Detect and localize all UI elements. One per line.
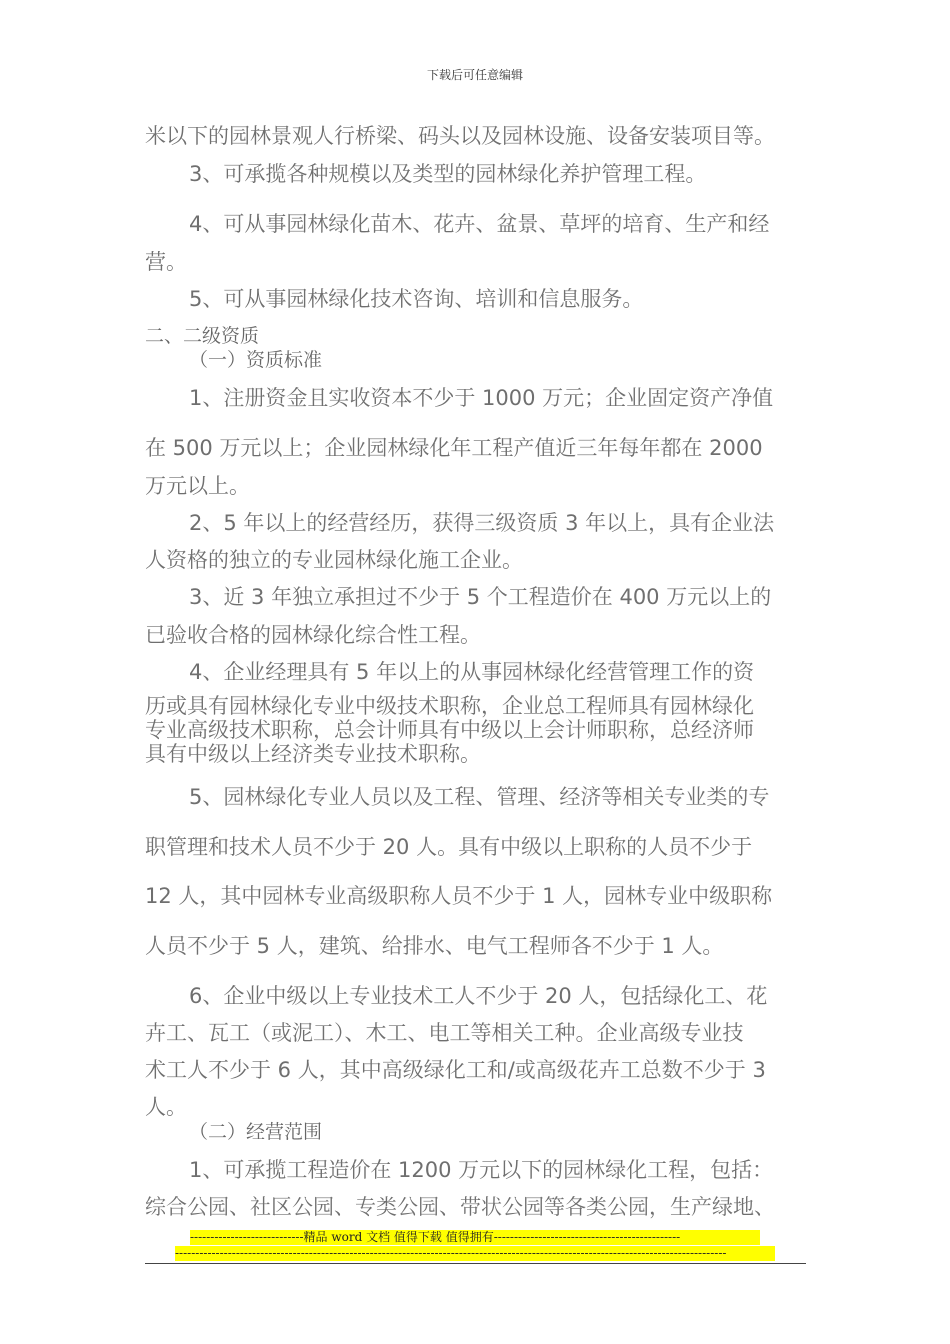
body-line: 专业高级技术职称，总会计师具有中级以上会计师职称，总经济师 [145, 718, 754, 742]
body-line: 术工人不少于 6 人，其中高级绿化工和/或高级花卉工总数不少于 3 [145, 1058, 766, 1082]
body-line: 3、近 3 年独立承担过不少于 5 个工程造价在 400 万元以上的 [189, 585, 772, 609]
section-heading: 二、二级资质 [145, 325, 260, 347]
subsection-heading: （二）经营范围 [189, 1121, 323, 1143]
body-line: 5、园林绿化专业人员以及工程、管理、经济等相关专业类的专 [189, 785, 770, 809]
subsection-heading: （一）资质标准 [189, 349, 323, 371]
body-line: 人员不少于 5 人，建筑、给排水、电气工程师各不少于 1 人。 [145, 934, 724, 958]
body-line: 已验收合格的园林绿化综合性工程。 [145, 623, 481, 647]
body-line: 卉工、瓦工（或泥工）、木工、电工等相关工种。企业高级专业技 [145, 1021, 744, 1045]
footer-rule [145, 1263, 806, 1264]
body-line: 在 500 万元以上；企业园林绿化年工程产值近三年每年都在 2000 [145, 436, 763, 460]
body-line: 5、可从事园林绿化技术咨询、培训和信息服务。 [189, 287, 644, 311]
body-line: 具有中级以上经济类专业技术职称。 [145, 742, 481, 766]
page-header: 下载后可任意编辑 [426, 68, 523, 82]
body-line: 1、注册资金且实收资本不少于 1000 万元；企业固定资产净值 [189, 386, 774, 410]
footer-banner-line-2: ---------------------------------------------------------------------------------------------------------------------------------------- [175, 1246, 775, 1261]
footer-banner-line-1: ----------------------------精品 word 文档 值得下载 值得拥有---------------------------------------------- [190, 1230, 760, 1245]
body-line: 综合公园、社区公园、专类公园、带状公园等各类公园，生产绿地、 [145, 1195, 775, 1219]
body-line: 12 人，其中园林专业高级职称人员不少于 1 人，园林专业中级职称 [145, 884, 773, 908]
body-line: 营。 [145, 250, 187, 274]
body-line: 米以下的园林景观人行桥梁、码头以及园林设施、设备安装项目等。 [145, 124, 775, 148]
body-line: 4、可从事园林绿化苗木、花卉、盆景、草坪的培育、生产和经 [189, 212, 770, 236]
body-line: 3、可承揽各种规模以及类型的园林绿化养护管理工程。 [189, 162, 707, 186]
body-line: 职管理和技术人员不少于 20 人。具有中级以上职称的人员不少于 [145, 835, 753, 859]
body-line: 6、企业中级以上专业技术工人不少于 20 人，包括绿化工、花 [189, 984, 768, 1008]
body-line: 人资格的独立的专业园林绿化施工企业。 [145, 548, 523, 572]
body-line: 4、企业经理具有 5 年以上的从事园林绿化经营管理工作的资 [189, 660, 755, 684]
body-line: 历或具有园林绿化专业中级技术职称，企业总工程师具有园林绿化 [145, 694, 754, 718]
body-line: 万元以上。 [145, 474, 250, 498]
body-line: 人。 [145, 1095, 187, 1119]
body-line: 1、可承揽工程造价在 1200 万元以下的园林绿化工程，包括： [189, 1158, 774, 1182]
body-line: 2、5 年以上的经营经历，获得三级资质 3 年以上，具有企业法 [189, 511, 775, 535]
